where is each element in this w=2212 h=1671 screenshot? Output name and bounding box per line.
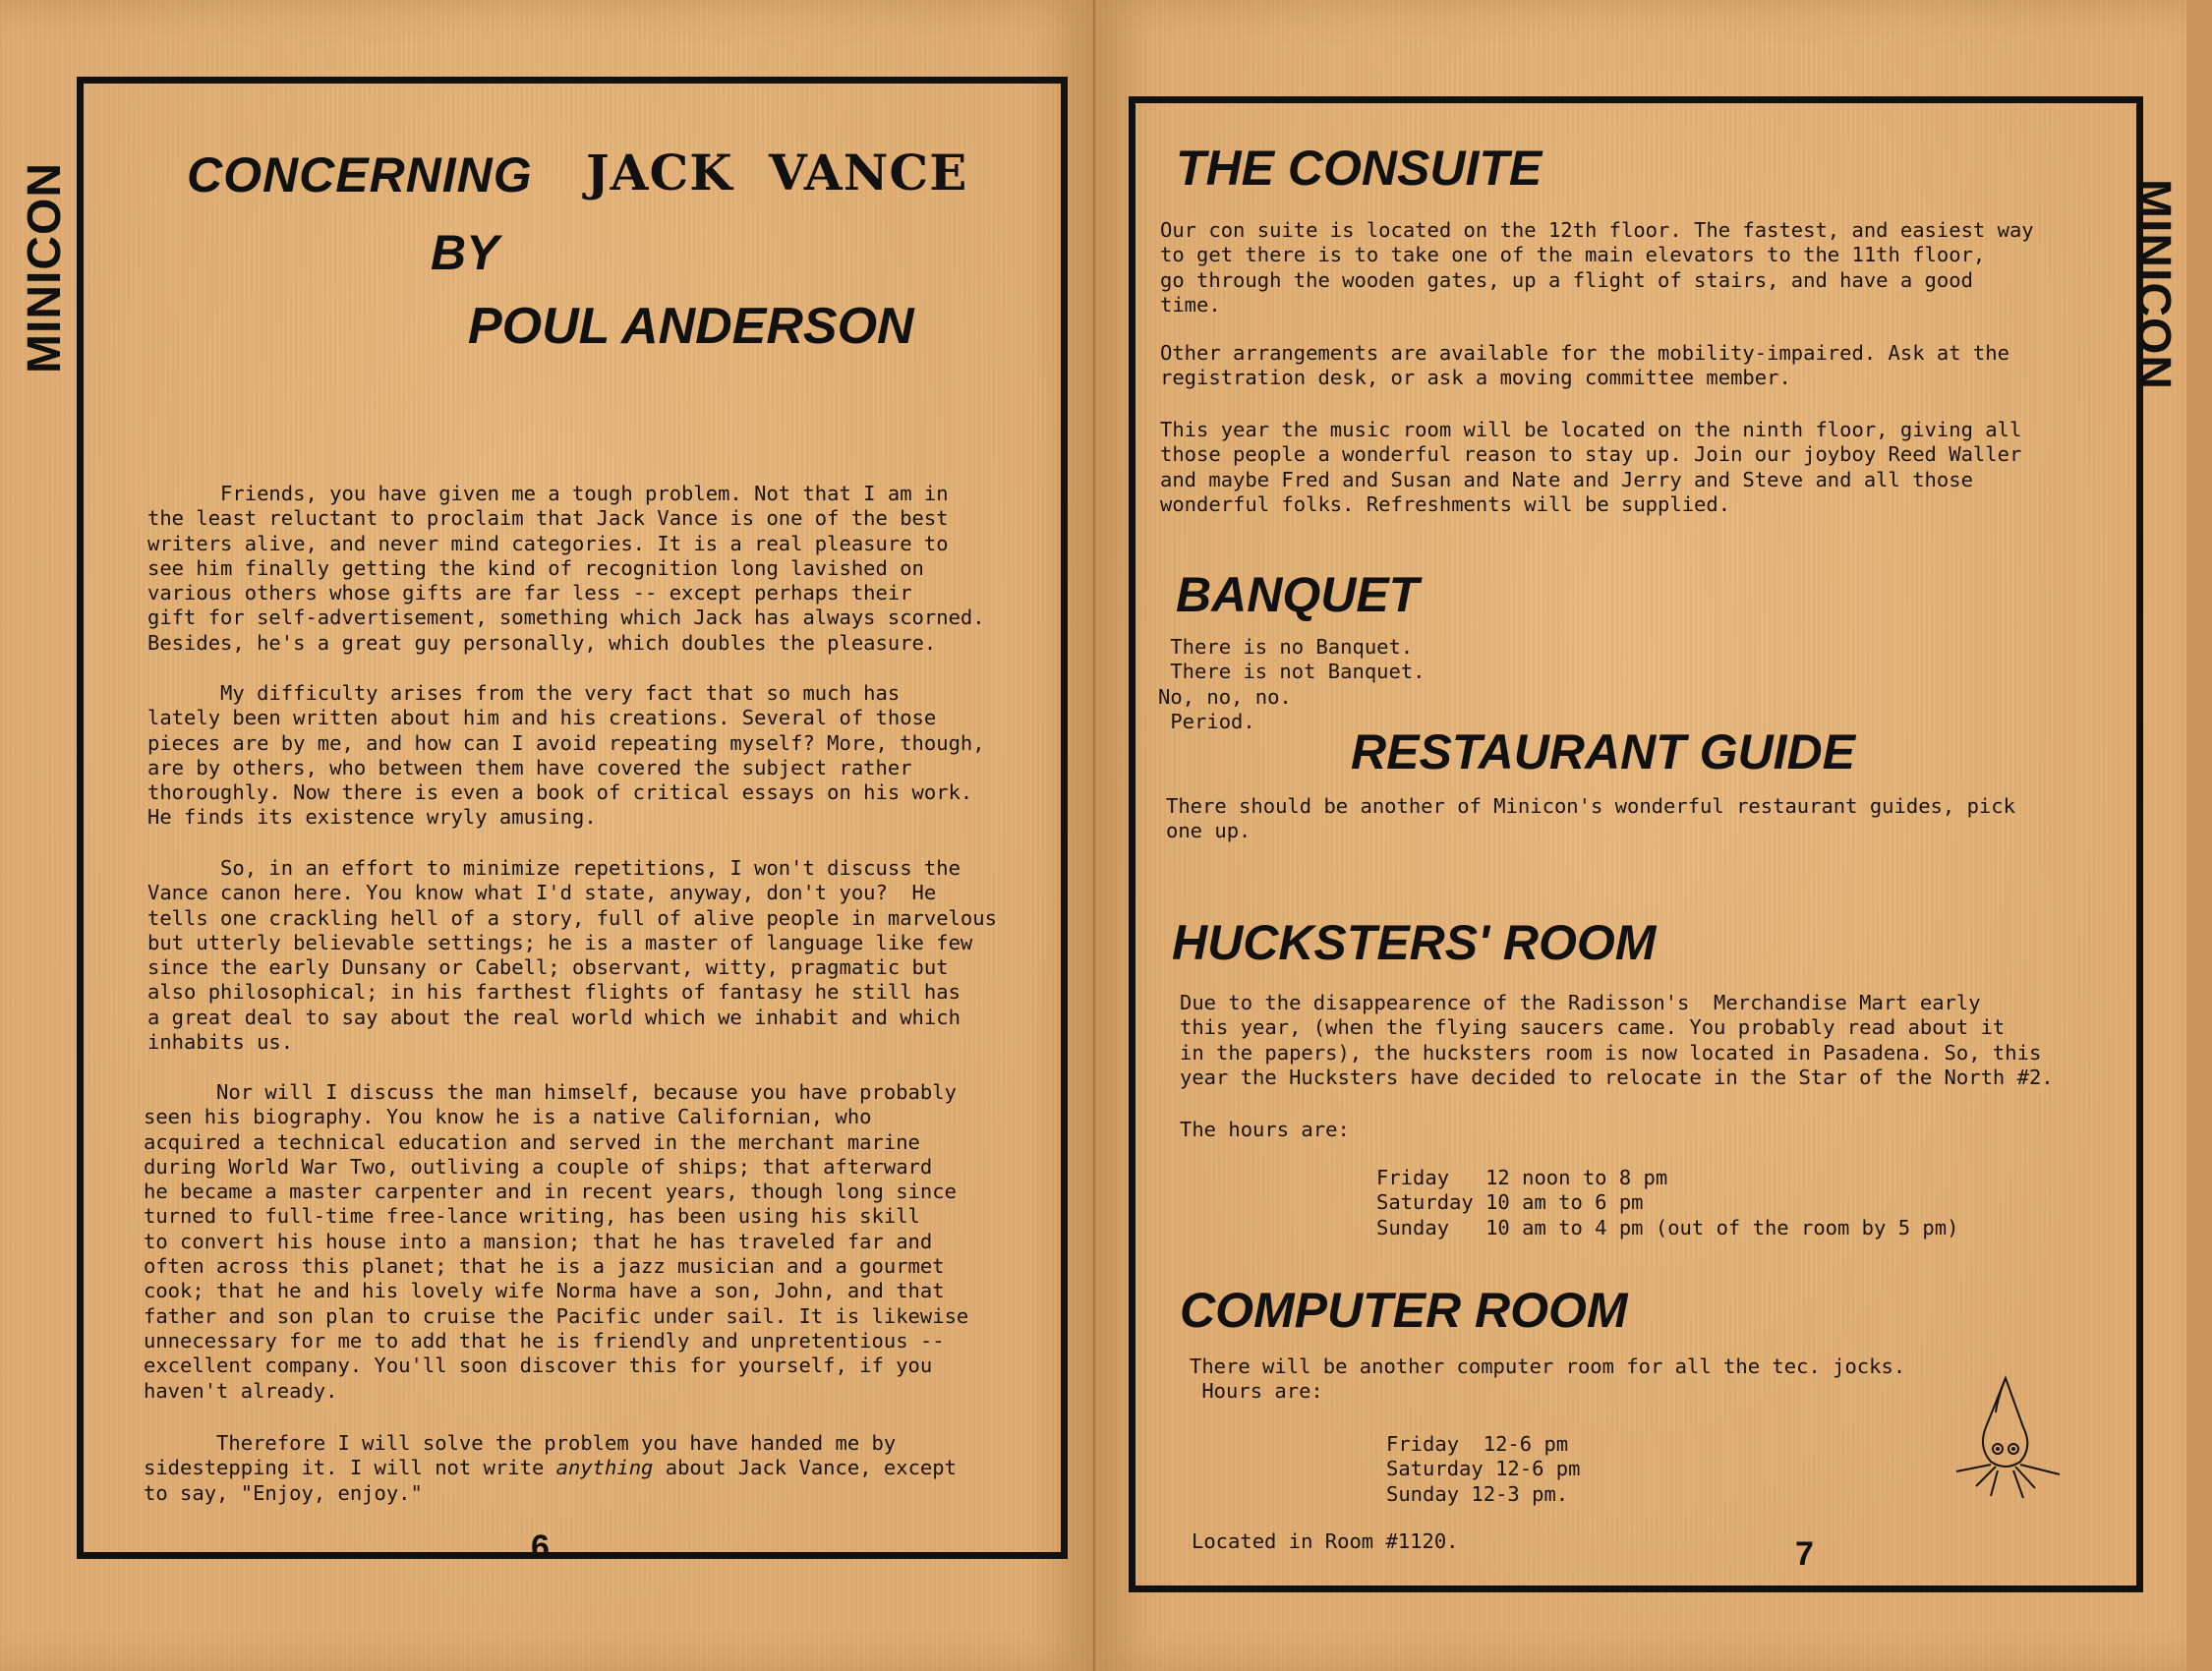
title-word-vance: VANCE: [769, 144, 968, 202]
hucksters-hours-label: The hours are:: [1180, 1118, 1350, 1141]
hucksters-text: Due to the disappearence of the Radisson's Merchandise Mart early this year, (when the flying saucers came. You probably read about it in the papers), the hucksters room is now located in Pasadena. So, this year the Hucksters have decided to relocate in the Star of the North #2.: [1180, 991, 2054, 1089]
restaurant-heading: RESTAURANT GUIDE: [1351, 724, 1855, 779]
title-word-concerning: CONCERNING: [187, 147, 533, 202]
computer-heading: COMPUTER ROOM: [1180, 1283, 1628, 1338]
page-number-right: 7: [1795, 1535, 1814, 1573]
author-name: POUL ANDERSON: [468, 298, 914, 355]
computer-text: There will be another computer room for all the tec. jocks. Hours are:: [1190, 1354, 1906, 1404]
restaurant-text: There should be another of Minicon's wonderful restaurant guides, pick one up.: [1166, 794, 2015, 843]
page-number-left: 6: [531, 1528, 550, 1566]
article-paragraph-4: Nor will I discuss the man himself, because you have probably seen his biography. You know he is a native Californian, who acquired a technical education and served in the merchant marine during World War Two, outliving a couple of ships; that afterward he became a master carpenter and in recent years, though long since turned to full-time free-lance writing, has been using his skill to convert his house into a mansion; that he has traveled far and often across this planet; that he is a jazz musician and a gourmet cook; that he and his lovely wife Norma have a son, John, and that father and son plan to cruise the Pacific under sail. It is likewise unnecessary for me to add that he is friendly and unpretentious -- excellent company. You'll soon discover this for yourself, if you haven't already.: [144, 1080, 969, 1403]
title-word-jack: JACK: [586, 144, 733, 202]
left-side-tab: MINICON: [19, 162, 71, 374]
consuite-paragraph-1: Our con suite is located on the 12th floor. The fastest, and easiest way to get there is to take one of the main elevators to the 11th floor, go through the wooden gates, up a flight of stairs, and have a good time.: [1160, 218, 2034, 317]
hucksters-hours: Friday 12 noon to 8 pm Saturday 10 am to 6 pm Sunday 10 am to 4 pm (out of the room by 5 pm): [1376, 1166, 1959, 1239]
article-paragraph-2: My difficulty arises from the very fact that so much has lately been written about him and his creations. Several of those pieces are by me, and how can I avoid repeating myself? More, though, are by others, who between them have covered the subject rather thoroughly. Now there is even a book of critical essays on his work. He finds its existence wryly amusing.: [147, 681, 985, 830]
right-page: [1095, 0, 2186, 1671]
article-paragraph-1: Friends, you have given me a tough problem. Not that I am in the least reluctant to proclaim that Jack Vance is one of the best writers alive, and never mind categories. It is a real pleasure to see him finally getting the kind of recognition long lavished on various others whose gifts are far less -- except perhaps their gift for self-advertisement, something which Jack has always scorned. Besides, he's a great guy personally, which doubles the pleasure.: [147, 482, 985, 655]
computer-location: Located in Room #1120.: [1192, 1529, 1459, 1553]
article-paragraph-3: So, in an effort to minimize repetitions, I won't discuss the Vance canon here. You know what I'd state, anyway, don't you? He tells one crackling hell of a story, full of alive people in marvelous but utterly believable settings; he is a master of language like few since the early Dunsany or Cabell; observant, witty, pragmatic but also philosophical; in his farthest flights of fantasy he still has a great deal to say about the real world which we inhabit and which inhabits us.: [147, 856, 997, 1055]
consuite-paragraph-3: This year the music room will be located on the ninth floor, giving all those people a wonderful reason to stay up. Join our joyboy Reed Waller and maybe Fred and Susan and Nate and Jerry and Steve and all those wonderful folks. Refreshments will be supplied.: [1160, 418, 2022, 516]
mascot-doodle-icon: [1937, 1368, 2084, 1506]
by-line: BY: [431, 225, 499, 280]
consuite-paragraph-2: Other arrangements are available for the mobility-impaired. Ask at the registration desk, or ask a moving committee member.: [1160, 341, 2009, 390]
article-paragraph-5: Therefore I will solve the problem you have handed me by sidestepping it. I will not write anything about Jack Vance, except to say, "Enjoy, enjoy.": [144, 1431, 957, 1505]
left-page: [0, 0, 1095, 1671]
hucksters-heading: HUCKSTERS' ROOM: [1172, 915, 1657, 970]
computer-hours: Friday 12-6 pm Saturday 12-6 pm Sunday 12-3 pm.: [1386, 1432, 1581, 1506]
consuite-heading: THE CONSUITE: [1176, 141, 1543, 196]
right-side-tab: MINICON: [2127, 179, 2180, 390]
banquet-heading: BANQUET: [1176, 567, 1420, 622]
banquet-text: There is no Banquet. There is not Banquet. No, no, no. Period.: [1158, 635, 1426, 733]
